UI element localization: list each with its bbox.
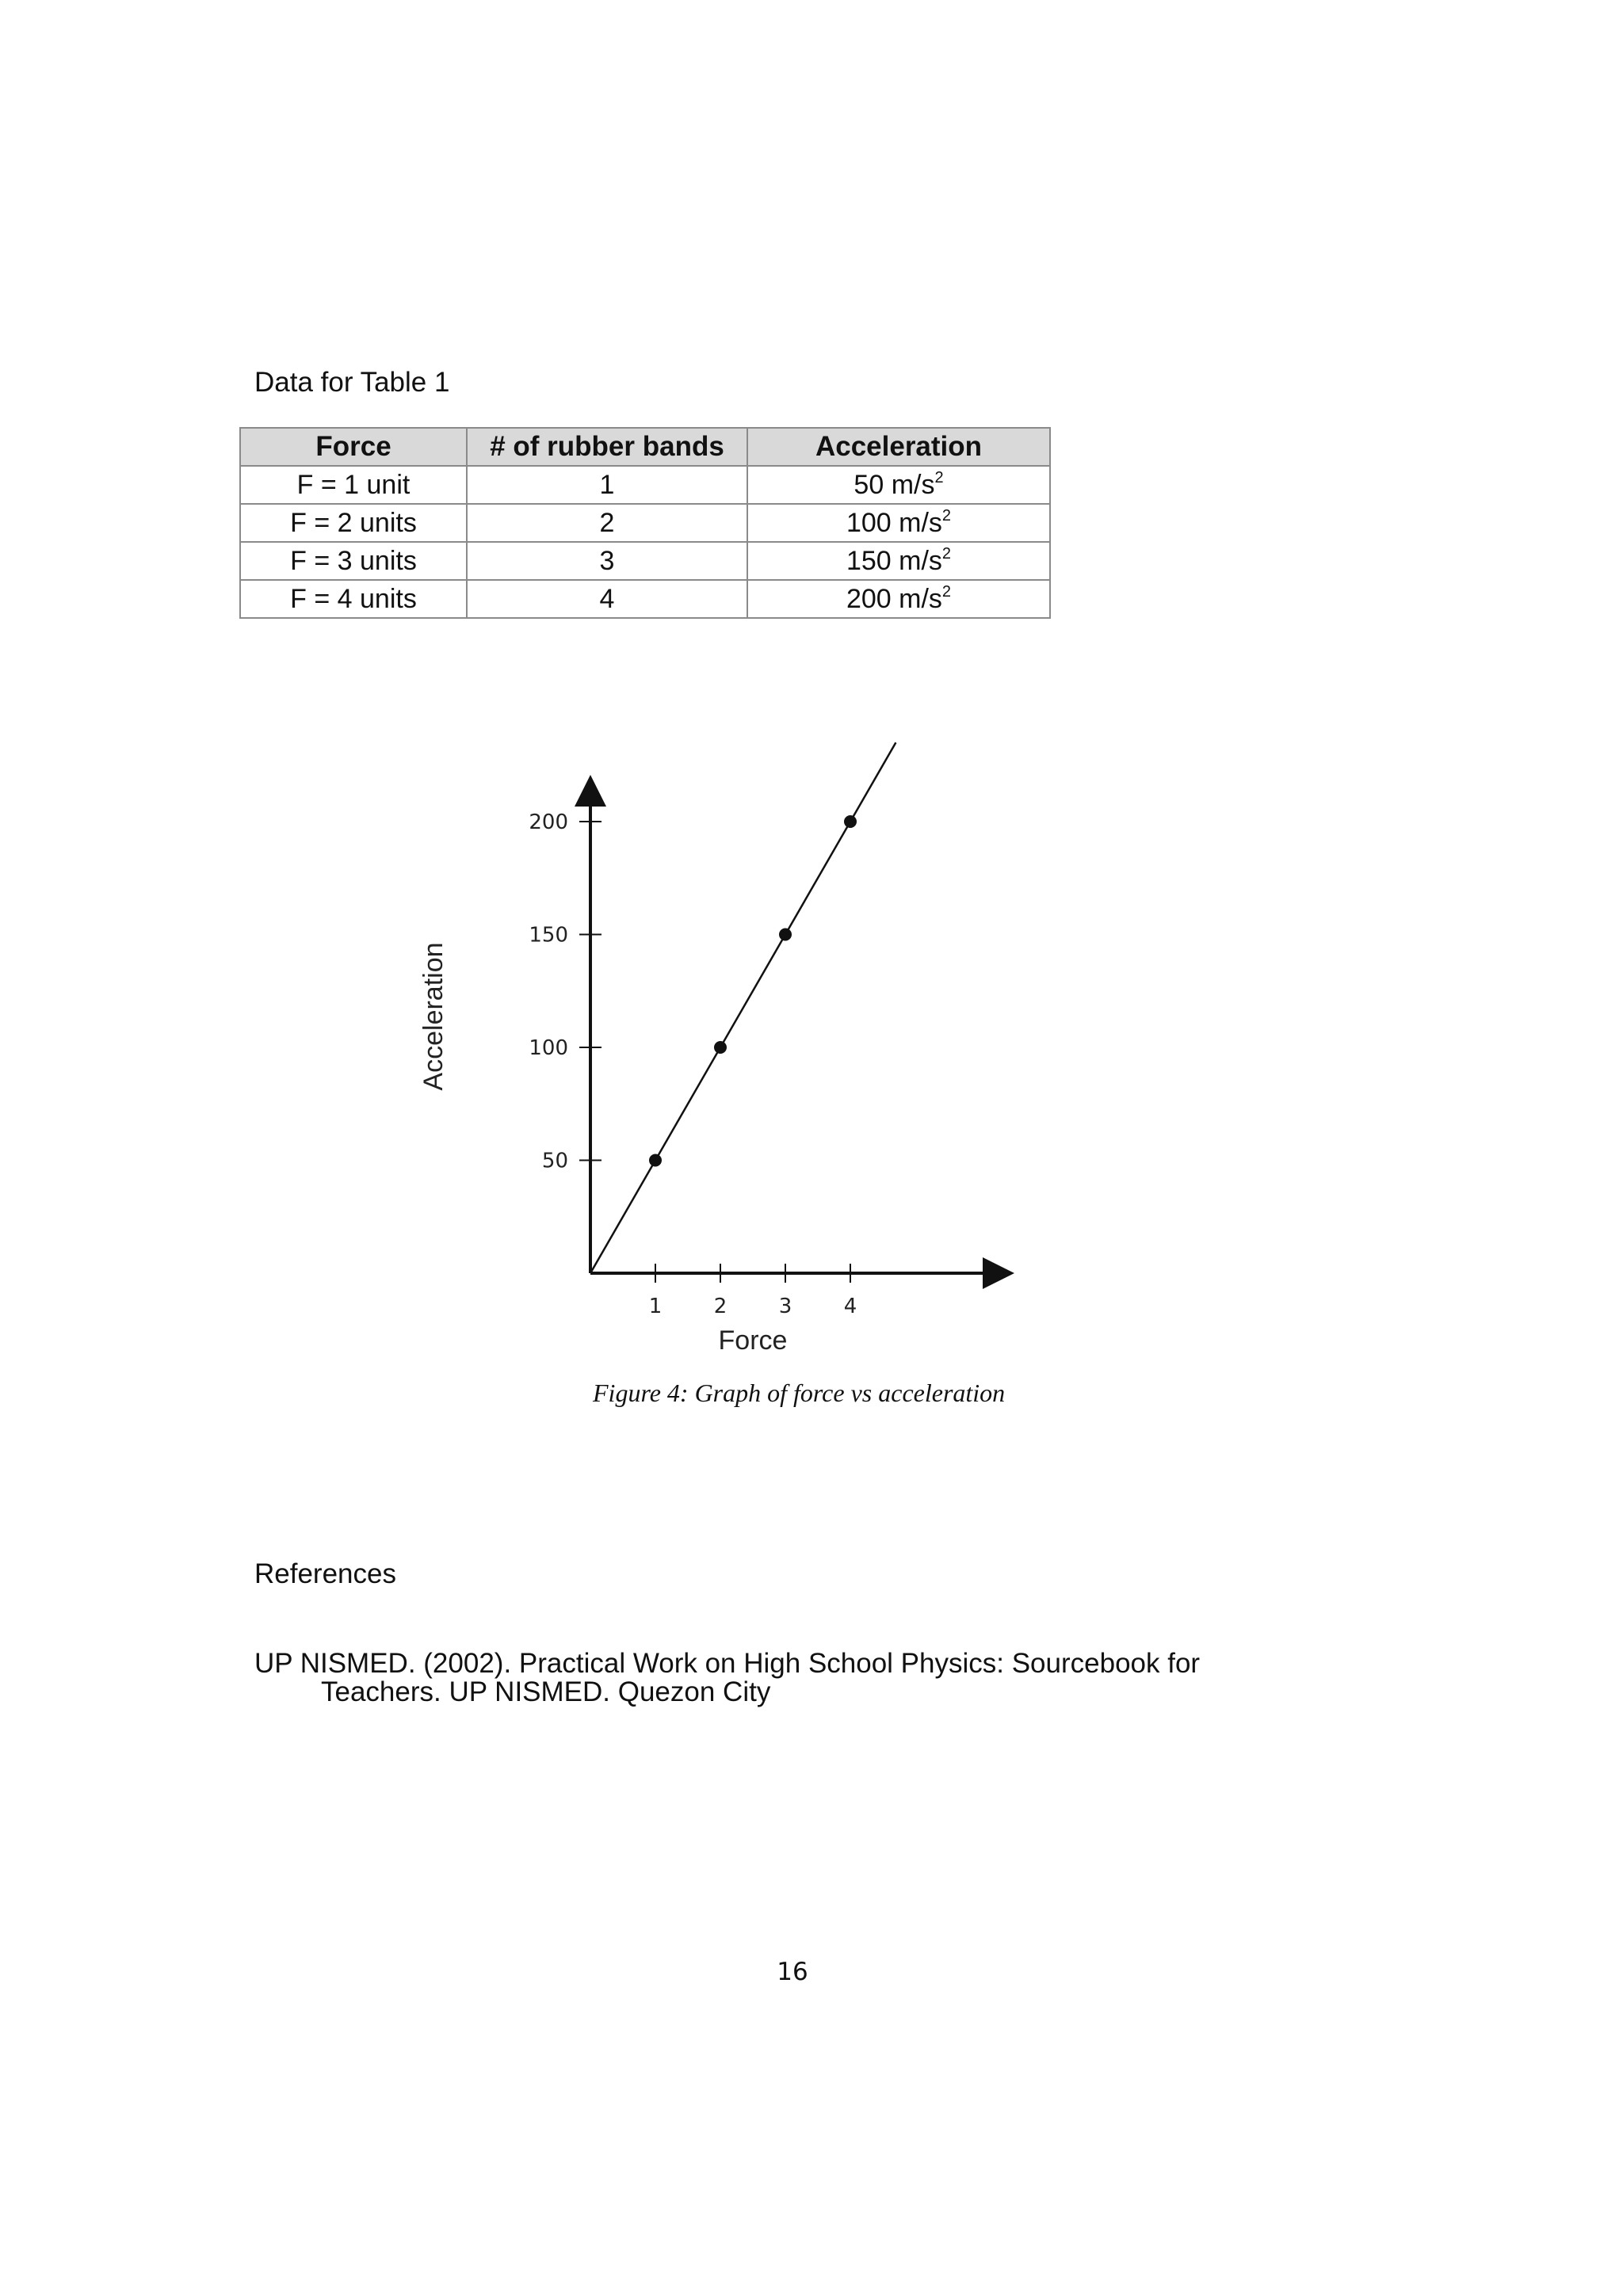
unit-exponent: 2: [941, 506, 952, 524]
chart-axes: [590, 781, 1008, 1273]
y-tick-label: 100: [529, 1036, 568, 1060]
chart-labels: [418, 942, 787, 1356]
x-tick-label: 2: [713, 1295, 727, 1318]
y-tick-label: 50: [541, 1149, 568, 1173]
cell-bands: 4: [467, 580, 747, 618]
data-point: [649, 1154, 662, 1167]
accel-value: 50: [854, 470, 884, 500]
cell-bands: 2: [467, 504, 747, 542]
data-point: [779, 929, 792, 941]
accel-value: 100: [846, 508, 892, 538]
accel-unit: m/s: [891, 470, 935, 500]
cell-bands: 1: [467, 466, 747, 504]
cell-force: F = 2 units: [240, 504, 467, 542]
unit-exponent: 2: [934, 468, 944, 486]
figure-caption: Figure 4: Graph of force vs acceleration: [593, 1379, 1006, 1407]
header-rubber-bands: # of rubber bands: [467, 428, 747, 466]
references-heading: References: [254, 1558, 396, 1589]
accel-unit: m/s: [899, 546, 942, 576]
cell-force: F = 3 units: [240, 542, 467, 580]
accel-unit: m/s: [899, 584, 942, 614]
y-axis-label: Acceleration: [418, 942, 449, 1091]
unit-exponent: 2: [941, 582, 952, 601]
page-number: 16: [777, 1958, 808, 1986]
header-force: Force: [240, 428, 467, 466]
x-axis-label: Force: [718, 1325, 788, 1356]
header-acceleration: Acceleration: [747, 428, 1050, 466]
x-tick-label: 3: [778, 1295, 792, 1318]
accel-value: 150: [846, 546, 892, 576]
table-heading: Data for Table 1: [254, 367, 450, 398]
data-point: [844, 815, 857, 828]
reference-line-2: Teachers. UP NISMED. Quezon City: [321, 1676, 771, 1707]
y-tick-label: 150: [529, 923, 568, 948]
unit-exponent: 2: [941, 544, 952, 563]
cell-bands: 3: [467, 542, 747, 580]
y-tick-label: 200: [529, 810, 568, 834]
reference-entry: [254, 1650, 1285, 1707]
chart-ticks: [529, 810, 857, 1318]
reference-line-1: UP NISMED. (2002). Practical Work on High School Physics: Sourcebook for: [254, 1648, 1201, 1679]
cell-force: F = 1 unit: [240, 466, 467, 504]
data-point: [714, 1041, 727, 1054]
chart-series: [590, 742, 896, 1273]
accel-unit: m/s: [899, 508, 942, 538]
x-tick-label: 4: [843, 1295, 857, 1318]
x-tick-label: 1: [648, 1295, 663, 1318]
cell-force: F = 4 units: [240, 580, 467, 618]
accel-value: 200: [846, 584, 892, 614]
